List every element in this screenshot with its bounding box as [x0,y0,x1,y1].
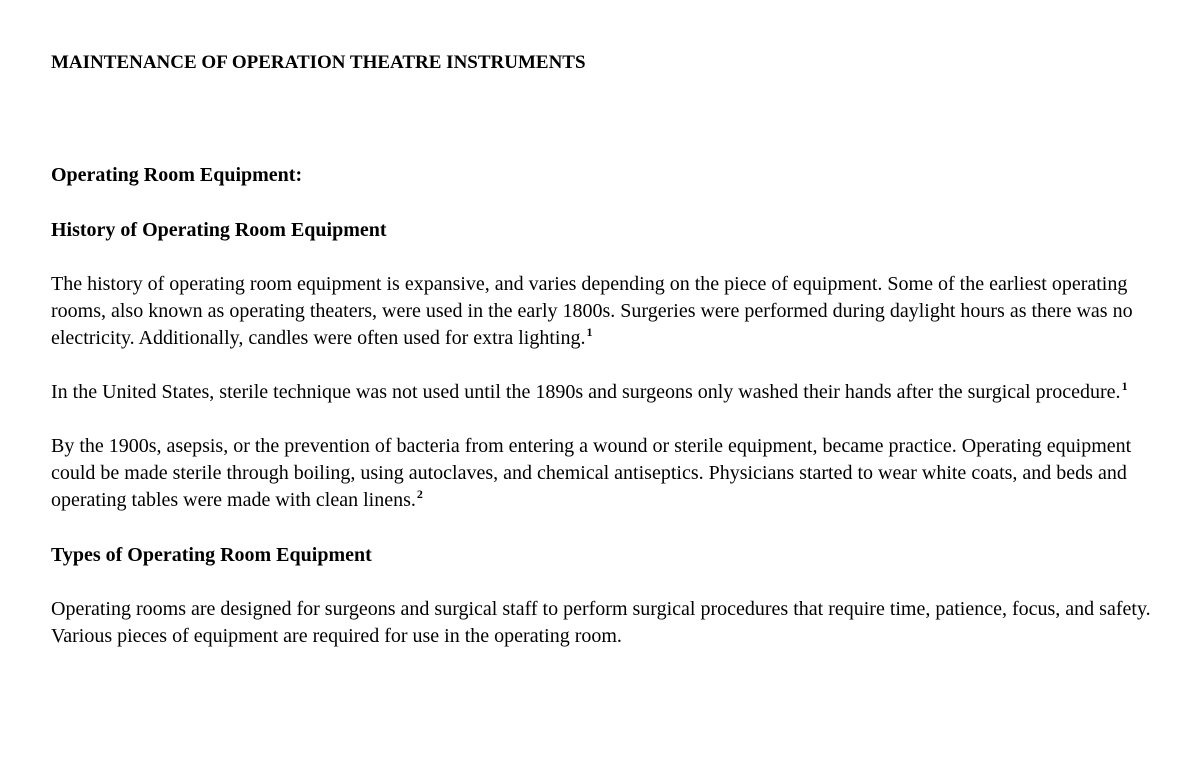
footnote-ref: 2 [416,487,423,502]
footnote-ref: 1 [586,325,593,340]
paragraph-history-3 [51,433,1156,514]
footnote-ref: 1 [1121,379,1128,394]
document-title: MAINTENANCE OF OPERATION THEATRE INSTRUMENTS [51,52,586,73]
paragraph-types-1: Operating rooms are designed for surgeons and surgical staff to perform surgical procedures that require time, patience, focus, and safety. Various pieces of equipment are required for use in the operating room. [51,598,1151,647]
paragraph-history-1 [51,271,1156,352]
heading-history: History of Operating Room Equipment [51,219,387,241]
paragraph-history-3-text: By the 1900s, asepsis, or the prevention of bacteria from entering a wound or sterile equipment, became practice. Operating equipment could be made sterile through boiling, using autoclaves, and chemical antiseptics. Physicians started to wear white coats, and beds and operating tables were made with clean linens. [51,435,1132,511]
paragraph-history-2 [51,379,1156,406]
heading-types: Types of Operating Room Equipment [51,544,372,566]
paragraph-history-2-text: In the United States, sterile technique was not used until the 1890s and surgeons only washed their hands after the surgical procedure. [51,381,1121,403]
paragraph-history-1-text: The history of operating room equipment is expansive, and varies depending on the piece of equipment. Some of the earliest operating rooms, also known as operating theaters, were used in the early 1800s. Surgeries were performed during daylight hours as there was no electricity. Additionally, candles were often used for extra lighting. [51,273,1133,349]
heading-operating-room-equipment: Operating Room Equipment: [51,164,303,186]
